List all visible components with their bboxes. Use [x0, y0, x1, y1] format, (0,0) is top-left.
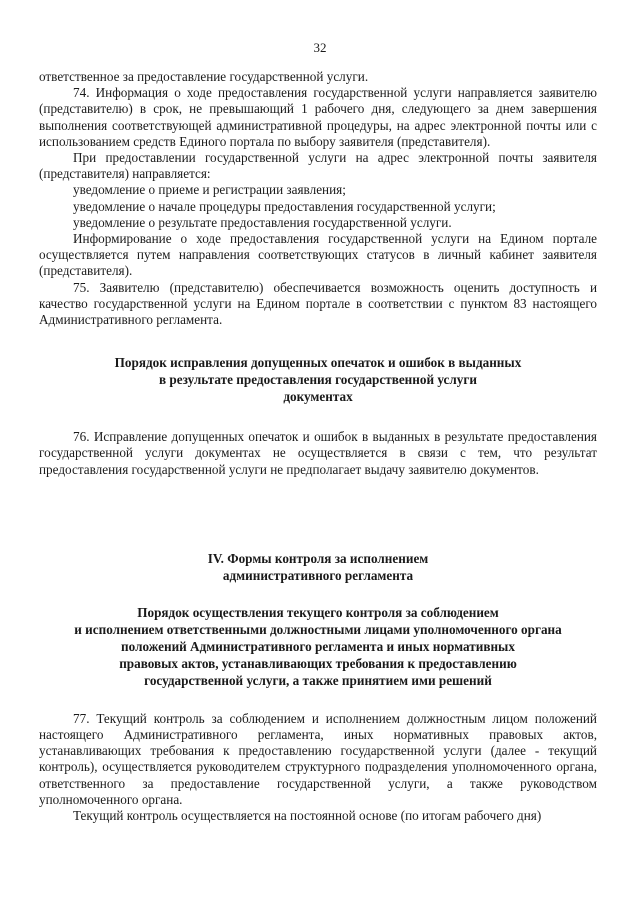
heading-line: и исполнением ответственными должностными лицами уполномоченного органа — [74, 621, 562, 637]
paragraph-74: 74. Информация о ходе предоставления государственной услуги направляется заявителю (представителю) в срок, не превышающий 1 рабочего дня, следующего за днем завершения выполнения соответствующей административной процедуры, на адрес электронной почты или с использованием средств Единого портала по выбору заявителя (представителя). — [39, 85, 597, 149]
paragraph-portal-informing: Информирование о ходе предоставления государственной услуги на Едином портале осуществляется путем направления соответствующих статусов в личный кабинет заявителя (представителя). — [39, 231, 597, 279]
section-heading-errors — [39, 354, 597, 405]
list-item-notification-start: уведомление о начале процедуры предоставления государственной услуги; — [73, 198, 496, 214]
paragraph-continuation: ответственное за предоставление государственной услуги. — [39, 69, 369, 84]
paragraph-77: 77. Текущий контроль за соблюдением и исполнением должностным лицом положений настоящего Административного регламента, иных нормативных правовых актов, устанавливающих требования к предоставлению государственной услуги (далее - текущий контроль), осуществляется руководителем структурного подразделения уполномоченного органа, ответственного за предоставление государственной услуги, а также руководством уполномоченного органа. — [39, 710, 597, 807]
heading-line: правовых актов, устанавливающих требования к предоставлению — [119, 655, 517, 671]
document-body — [39, 69, 597, 824]
heading-line: в результате предоставления государственной услуги — [159, 372, 477, 388]
heading-line: документах — [283, 389, 353, 405]
section-heading-iv — [39, 550, 597, 584]
section-heading-current-control — [39, 604, 597, 689]
list-item-notification-result: уведомление о результате предоставления государственной услуги. — [73, 214, 452, 230]
heading-line: IV. Формы контроля за исполнением — [207, 550, 429, 566]
heading-line: положений Административного регламента и иных нормативных — [121, 638, 515, 654]
list-item-notification-receipt: уведомление о приеме и регистрации заявления; — [73, 182, 346, 198]
page-number: 32 — [313, 40, 327, 55]
paragraph-email-notifications: При предоставлении государственной услуги на адрес электронной почты заявителя (представителя) направляется: — [39, 150, 597, 182]
heading-line: государственной услуги, а также принятием ими решений — [144, 672, 492, 688]
heading-line: Порядок исправления допущенных опечаток и ошибок в выданных — [114, 355, 522, 371]
paragraph-75: 75. Заявителю (представителю) обеспечивается возможность оценить доступность и качество государственной услуги на Едином портале в соответствии с пунктом 83 настоящего Административного регламента. — [39, 279, 597, 328]
paragraph-76: 76. Исправление допущенных опечаток и ошибок в выданных в результате предоставления государственной услуги документах не осуществляется в связи с тем, что результат предоставления государственной услуги не предполагает выдачу заявителю документов. — [39, 429, 597, 477]
heading-line: административного регламента — [222, 567, 414, 583]
heading-line: Порядок осуществления текущего контроля за соблюдением — [137, 604, 499, 620]
paragraph-current-control-frequency: Текущий контроль осуществляется на постоянной основе (по итогам рабочего дня) — [73, 808, 542, 824]
